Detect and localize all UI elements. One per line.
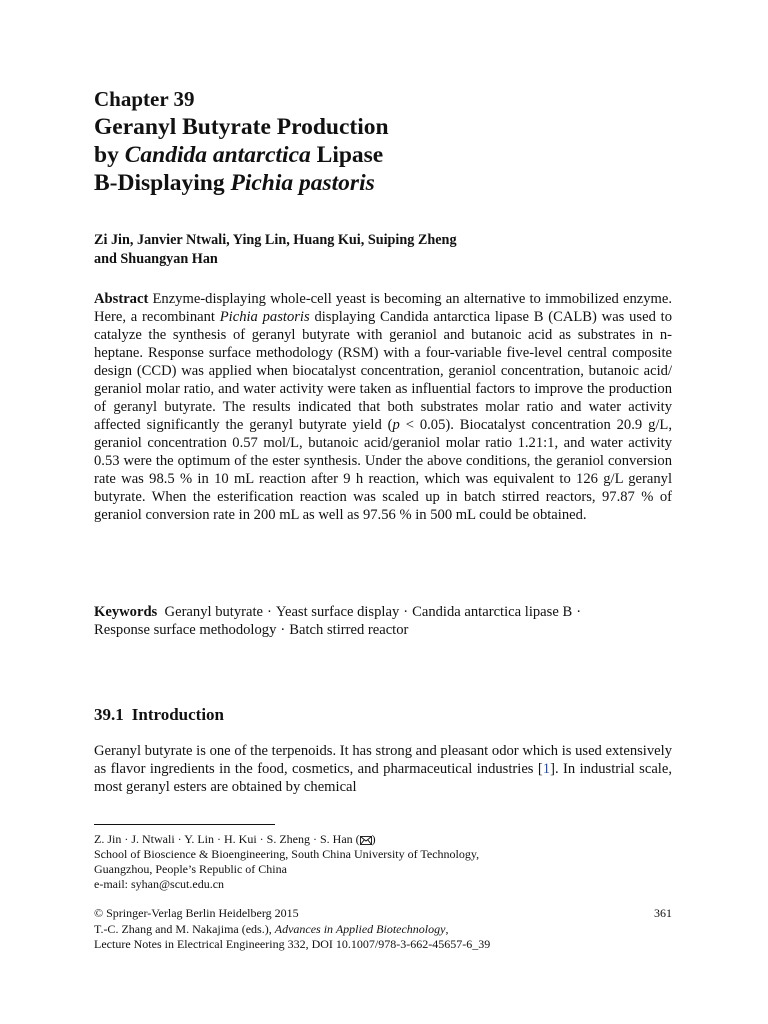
abstract-text-1: Enzyme-displaying whole-cell yeast is becoming an alternative to immobilized enzyme. Here, a recombinant <box>94 291 672 325</box>
title-italic-species: Candida antarctica <box>124 142 311 168</box>
footnote-divider <box>94 824 275 825</box>
intro-text-2: ]. In industrial scale, most geranyl esters are obtained by chemical <box>94 761 672 795</box>
envelope-icon <box>360 836 372 845</box>
keywords <box>94 603 672 639</box>
keyword-item: Geranyl butyrate <box>164 604 264 620</box>
abstract-italic-1: Pichia pastoris <box>219 309 310 325</box>
author-line-1: Zi Jin, Janvier Ntwali, Ying Lin, Huang Kui, Suiping Zheng <box>94 232 457 248</box>
abstract-text-2: displaying Candida antarctica lipase B (CALB) was used to catalyze the synthesis of geranyl butyrate with geraniol and butanoic acid as substrates in n-heptane. Response surface methodology (RSM) with a four-variable five-level central composite design (CCD) was applied when biocatalyst concentration, geraniol concentration, butanoic acid/ geraniol molar ratio, and water activity were taken as influential factors to improve the production of geranyl butyrate. The results indicated that both substrates molar ratio and water activity affected significantly the geranyl butyrate yield ( <box>94 309 673 433</box>
section-title: Introduction <box>131 705 225 724</box>
section-heading <box>94 705 224 725</box>
editors-line: T.-C. Zhang and M. Nakajima (eds.), Advances in Applied Biotechnology, <box>94 921 449 936</box>
keyword-separator: · <box>576 604 582 620</box>
keyword-separator: · <box>267 604 272 620</box>
keyword-item: Response surface methodology <box>94 622 277 638</box>
keyword-separator: · <box>403 604 409 620</box>
keyword-item: Candida antarctica lipase B <box>412 604 573 620</box>
book-title: Advances in Applied Biotechnology <box>274 921 446 936</box>
copyright-block <box>94 906 672 953</box>
chapter-title <box>94 113 389 197</box>
copyright-line: © Springer-Verlag Berlin Heidelberg 2015 <box>94 906 299 920</box>
author-footnote <box>94 832 672 892</box>
title-line-1: Geranyl Butyrate Production <box>94 114 389 140</box>
page-number: 361 <box>654 906 672 920</box>
keywords-label: Keywords <box>94 604 158 620</box>
abstract-label: Abstract <box>94 291 149 307</box>
title-italic-organism: Pichia pastoris <box>230 170 375 196</box>
footnote-affiliation-1: School of Bioscience & Bioengineering, South China University of Technology, <box>94 847 480 861</box>
footnote-affiliation-2: Guangzhou, People’s Republic of China <box>94 862 287 876</box>
footnote-email[interactable]: e-mail: syhan@scut.edu.cn <box>94 877 225 891</box>
chapter-label: Chapter 39 <box>94 87 195 111</box>
footnote-authors: Z. Jin · J. Ntwali · Y. Lin · H. Kui · S. Zheng · S. Han ( ) <box>94 832 376 846</box>
author-list <box>94 231 457 269</box>
intro-text-1: Geranyl butyrate is one of the terpenoids. It has strong and pleasant odor which is used extensively as flavor ingredients in the food, cosmetics, and pharmaceutical industries [ <box>94 743 672 777</box>
keyword-item: Batch stirred reactor <box>289 622 409 638</box>
abstract-italic-p: p <box>392 417 400 433</box>
intro-paragraph <box>94 742 672 796</box>
series-doi-line: Lecture Notes in Electrical Engineering 332, DOI 10.1007/978-3-662-45657-6_39 <box>94 937 491 951</box>
keyword-item: Yeast surface display <box>275 604 400 620</box>
abstract <box>94 290 672 524</box>
keyword-separator: · <box>280 622 286 638</box>
title-line-3: B-Displaying Pichia pastoris <box>94 170 375 196</box>
title-line-2: by Candida antarctica Lipase <box>94 142 384 168</box>
section-number: 39.1 <box>94 705 124 724</box>
author-line-2: and Shuangyan Han <box>94 251 218 267</box>
abstract-text-3: < 0.05). Biocatalyst concentration 20.9 g/L, geraniol concentration 0.57 mol/L, butanoic acid/geraniol molar ratio 1.21:1, and water activity 0.53 were the optimum of the ester synthesis. Under the above conditions, the geraniol conversion rate was 98.5 % in 10 mL reaction after 9 h reaction, which was equivalent to 126 g/L geranyl butyrate. When the esterification reaction was scaled up in batch stirred reactors, 97.87 % of geraniol conversion rate in 200 mL as well as 97.56 % in 500 mL could be obtained. <box>94 417 672 523</box>
citation-link[interactable]: 1 <box>542 761 551 777</box>
